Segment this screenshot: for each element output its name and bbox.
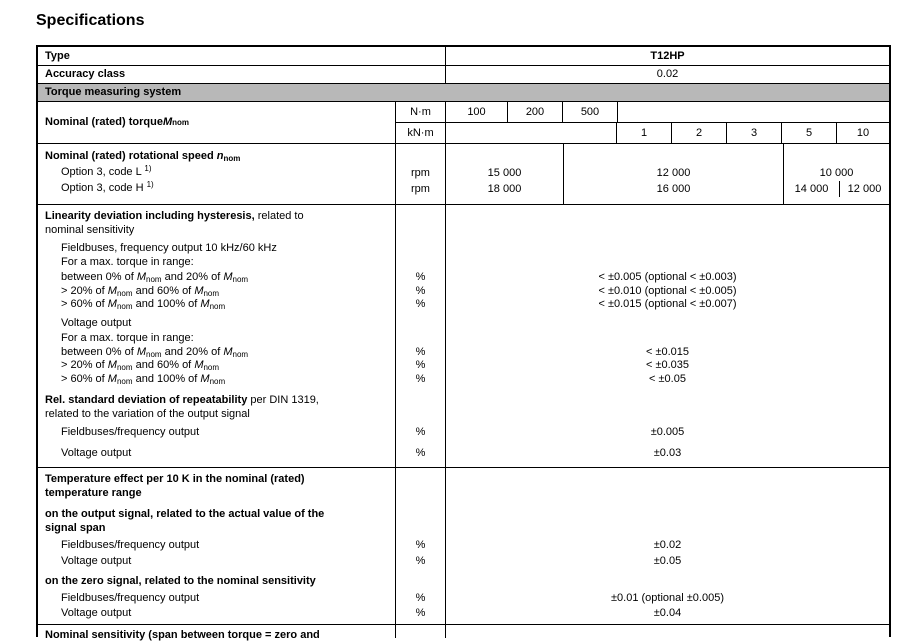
spec-line-label: Voltage output bbox=[61, 316, 132, 329]
spec-line-value bbox=[446, 508, 889, 522]
spec-line-label: Voltage output bbox=[61, 607, 132, 619]
section-header-torque-measuring-system bbox=[38, 83, 889, 101]
row-rotational-speed bbox=[38, 143, 889, 204]
spec-line-label: Linearity deviation including hysteresis, related to bbox=[45, 210, 304, 222]
accuracy-value: 0.02 bbox=[445, 66, 889, 83]
nominal-torque-values bbox=[395, 102, 889, 143]
spec-line-label: > 20% of $M_{nom}$ and 60% of $M_{nom}$ bbox=[61, 284, 220, 298]
speed-value-spacer bbox=[564, 149, 783, 165]
spec-line-unit: % bbox=[415, 271, 426, 283]
spec-line-label: signal span bbox=[45, 521, 106, 534]
speed-value-cell: 15 000 bbox=[487, 167, 522, 179]
section-header-label: Torque measuring system bbox=[45, 86, 182, 98]
speed-value-spacer bbox=[446, 149, 563, 165]
spec-line-label: For a max. torque in range: bbox=[61, 255, 194, 268]
spec-line-label: between 0% of $M_{nom}$ and 20% of $M_{nom}$ bbox=[61, 271, 249, 284]
torque-value-row bbox=[445, 102, 889, 122]
spec-line-value bbox=[446, 408, 889, 422]
spec-line-value: ±0.005 bbox=[650, 426, 685, 438]
spec-line-unit bbox=[396, 317, 445, 331]
group-linearity-repeatability bbox=[38, 204, 889, 467]
unit-cell bbox=[395, 625, 445, 638]
linearity-labels bbox=[38, 205, 395, 467]
torque-subrow bbox=[395, 123, 889, 143]
spec-line-value bbox=[446, 487, 889, 501]
nominal-sensitivity-label: Nominal sensitivity (span between torque = zero and bbox=[45, 629, 320, 641]
type-label: Type bbox=[45, 49, 70, 62]
speed-value-span bbox=[446, 144, 563, 204]
spec-line-unit: % bbox=[415, 607, 426, 619]
speed-option-label: Option 3, code L $^{1)}$ bbox=[61, 164, 152, 178]
spec-line-label: on the zero signal, related to the nominal sensitivity bbox=[45, 575, 316, 587]
spec-line-value: ±0.04 bbox=[653, 607, 682, 619]
spec-line-value bbox=[446, 242, 889, 256]
torque-unit-cell: N·m bbox=[395, 102, 445, 122]
group-temperature-effect bbox=[38, 467, 889, 624]
spec-line-value: ±0.01 (optional ±0.005) bbox=[611, 591, 724, 604]
speed-title: Nominal (rated) rotational speed $n_{nom}$ bbox=[45, 150, 241, 163]
spec-line-value: < ±0.035 bbox=[645, 359, 690, 371]
type-value: T12HP bbox=[445, 47, 889, 65]
torque-value-cell: 200 bbox=[508, 102, 563, 122]
spec-line-label: Voltage output bbox=[61, 554, 132, 567]
torque-unit-cell: kN·m bbox=[395, 123, 445, 143]
spec-line-unit bbox=[396, 224, 445, 238]
spec-line-value bbox=[446, 394, 889, 408]
accuracy-label: Accuracy class bbox=[45, 68, 126, 80]
torque-value-cell: 500 bbox=[563, 102, 618, 122]
spec-line-label: > 20% of $M_{nom}$ and 60% of $M_{nom}$ bbox=[61, 359, 220, 372]
torque-value-cell: 2 bbox=[671, 123, 726, 143]
spec-line-unit: % bbox=[415, 446, 426, 459]
spec-line-unit bbox=[396, 522, 445, 536]
spec-line-value: < ±0.005 (optional < ±0.003) bbox=[598, 271, 737, 283]
spec-line-label: Temperature effect per 10 K in the nominal (rated) bbox=[45, 473, 305, 485]
spec-line-label: Voltage output bbox=[61, 446, 132, 459]
spec-line-unit: % bbox=[415, 345, 426, 358]
spec-line-unit: % bbox=[415, 372, 426, 385]
spec-line-value: ±0.03 bbox=[653, 446, 682, 459]
linearity-units bbox=[395, 205, 445, 467]
rotational-speed-labels bbox=[38, 144, 395, 204]
spec-line-value bbox=[446, 473, 889, 487]
spec-line-unit bbox=[396, 508, 445, 522]
speed-unit-cell: rpm bbox=[411, 183, 430, 195]
spec-line-label: on the output signal, related to the actual value of the bbox=[45, 508, 325, 520]
spec-line-value bbox=[446, 332, 889, 346]
spec-line-label: > 60% of $M_{nom}$ and 100% of $M_{nom}$ bbox=[61, 298, 226, 311]
spec-line-unit: % bbox=[415, 284, 426, 297]
spec-line-unit bbox=[396, 210, 445, 224]
spec-line-label: Fieldbuses/frequency output bbox=[61, 539, 200, 551]
torque-value-cell: 5 bbox=[781, 123, 836, 143]
torque-value-tail bbox=[618, 102, 889, 122]
spec-line-value: < ±0.015 bbox=[645, 345, 690, 358]
spec-line-value bbox=[446, 256, 889, 270]
spec-line-label: nominal sensitivity bbox=[45, 223, 135, 236]
spec-line-label: > 60% of $M_{nom}$ and 100% of $M_{nom}$ bbox=[61, 372, 226, 386]
speed-option-label: Option 3, code H $^{1)}$ bbox=[61, 180, 154, 194]
spec-line-value: < ±0.05 bbox=[649, 372, 686, 385]
speed-unit-spacer bbox=[396, 149, 445, 165]
speed-value-span bbox=[563, 144, 783, 204]
torque-value-lead bbox=[446, 123, 616, 143]
spec-line-value: ±0.02 bbox=[653, 539, 682, 551]
speed-unit-cell: rpm bbox=[411, 167, 430, 179]
spec-line-label: temperature range bbox=[45, 486, 142, 499]
speed-value-cell: 16 000 bbox=[656, 183, 691, 195]
spec-line-unit: % bbox=[415, 426, 426, 438]
spec-line-unit bbox=[396, 408, 445, 422]
torque-subrow bbox=[395, 102, 889, 123]
speed-value-cell: 12 000 bbox=[839, 181, 889, 197]
row-type bbox=[38, 47, 889, 65]
speed-value-cell: 10 000 bbox=[819, 167, 854, 179]
spec-line-value bbox=[446, 210, 889, 224]
spec-line-unit: % bbox=[415, 359, 426, 371]
row-nominal-torque bbox=[38, 101, 889, 143]
spec-line-unit bbox=[396, 256, 445, 270]
temperature-labels bbox=[38, 468, 395, 624]
torque-value-cell: 3 bbox=[726, 123, 781, 143]
value-cell bbox=[445, 625, 889, 638]
spec-line-value bbox=[446, 224, 889, 238]
spec-line-label: For a max. torque in range: bbox=[61, 332, 194, 344]
temperature-values bbox=[445, 468, 889, 624]
speed-value-cell: 12 000 bbox=[656, 167, 691, 179]
spec-line-value: ±0.05 bbox=[653, 554, 682, 567]
spec-line-unit bbox=[396, 575, 445, 589]
row-accuracy-class bbox=[38, 65, 889, 83]
spec-line-label: Fieldbuses/frequency output bbox=[61, 591, 200, 604]
spec-line-value bbox=[446, 317, 889, 331]
row-nominal-sensitivity-clipped bbox=[38, 624, 889, 641]
spec-table bbox=[36, 45, 891, 641]
torque-value-cell: 10 bbox=[836, 123, 889, 143]
spec-line-value bbox=[446, 575, 889, 589]
spec-line-unit bbox=[396, 332, 445, 346]
nominal-torque-label: Nominal (rated) torque M nom bbox=[45, 116, 190, 128]
spec-line-label: related to the variation of the output signal bbox=[45, 407, 250, 420]
speed-value-span bbox=[783, 144, 889, 204]
spec-line-value: < ±0.015 (optional < ±0.007) bbox=[598, 298, 737, 310]
torque-value-row bbox=[445, 123, 889, 143]
speed-value-spacer bbox=[784, 149, 889, 165]
spec-line-unit: % bbox=[415, 554, 426, 567]
spec-line-unit: % bbox=[415, 298, 426, 310]
spec-line-unit bbox=[396, 394, 445, 408]
spec-line-value bbox=[446, 522, 889, 536]
torque-value-cell: 100 bbox=[446, 102, 508, 122]
temperature-units bbox=[395, 468, 445, 624]
speed-value-cell: 14 000 bbox=[794, 183, 829, 195]
spec-line-label: between 0% of $M_{nom}$ and 20% of $M_{nom}$ bbox=[61, 345, 249, 359]
linearity-values bbox=[445, 205, 889, 467]
speed-value-split bbox=[784, 181, 889, 204]
spec-line-value: < ±0.010 (optional < ±0.005) bbox=[598, 284, 737, 297]
spec-line-label: Fieldbuses, frequency output 10 kHz/60 kHz bbox=[61, 242, 277, 254]
rotational-speed-values bbox=[445, 144, 889, 204]
page-title: Specifications bbox=[36, 12, 145, 29]
spec-line-label: Fieldbuses/frequency output bbox=[61, 426, 200, 438]
spec-line-unit bbox=[396, 242, 445, 256]
rotational-speed-units bbox=[395, 144, 445, 204]
spec-line-unit: % bbox=[415, 591, 426, 604]
spec-line-unit: % bbox=[415, 539, 426, 551]
spec-line-unit bbox=[396, 473, 445, 487]
speed-value-cell: 18 000 bbox=[487, 183, 522, 195]
spec-line-unit bbox=[396, 487, 445, 501]
spec-line-label: Rel. standard deviation of repeatability per DIN 1319, bbox=[45, 394, 319, 406]
torque-value-cell: 1 bbox=[616, 123, 671, 143]
